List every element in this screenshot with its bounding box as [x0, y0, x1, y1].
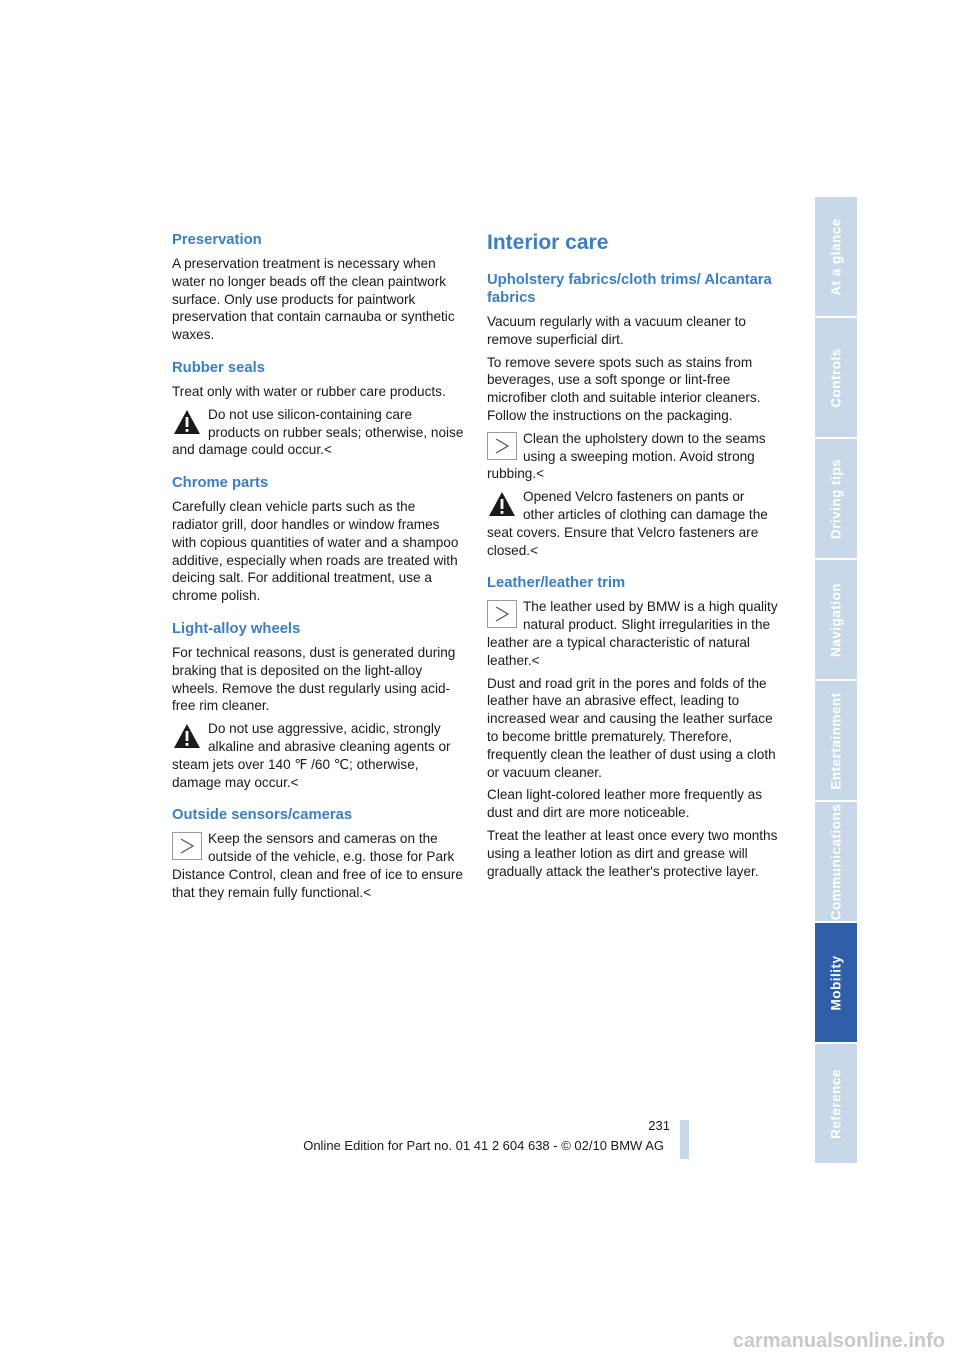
leather-text-2: Clean light-colored leather more frequently as dust and dirt are more noticeable.: [487, 787, 763, 821]
leather-note-text: The leather used by BMW is a high quality natural product. Slight irregularities in the leather are a typical characteristic of natural leather.<: [487, 599, 778, 668]
tab-navigation[interactable]: [815, 560, 857, 679]
upholstery-warning: [487, 488, 779, 559]
heading-rubber-seals: Rubber seals: [172, 359, 265, 376]
tab-label: Communications: [828, 803, 844, 920]
warning-icon: [172, 722, 202, 750]
upholstery-note-text: Clean the upholstery down to the seams using a sweeping motion. Avoid strong rubbing.<: [487, 430, 766, 482]
footer-edition: Online Edition for Part no. 01 41 2 604 638 - © 02/10 BMW AG: [303, 1138, 664, 1153]
tab-at-a-glance[interactable]: [815, 197, 857, 316]
heading-outside-sensors: Outside sensors/cameras: [172, 807, 353, 824]
heading-preservation: Preservation: [172, 232, 262, 248]
leather-note: [487, 598, 779, 669]
upholstery-text-2: To remove severe spots such as stains from beverages, use a soft sponge or lint-free microfiber cloth and suitable interior cleaners. Follow the instructions on the packaging.: [487, 354, 761, 423]
tab-driving-tips[interactable]: [815, 439, 857, 558]
leather-text-1: Dust and road grit in the pores and folds of the leather have an abrasive effect, leading to increased wear and causing the leather surface to become brittle prematurely. Therefore, frequently clean the leather of dust using a cloth or vacuum cleaner.: [487, 675, 776, 780]
heading-upholstery: Upholstery fabrics/cloth trims/ Alcantara fabrics: [487, 272, 772, 306]
tab-label: Controls: [828, 347, 844, 408]
wheels-warning-text: Do not use aggressive, acidic, strongly alkaline and abrasive cleaning agents or steam jets over 140 ℉ /60 ℃; otherwise, damage may occur.<: [172, 721, 451, 790]
wheels-warning: [172, 720, 464, 791]
tab-mobility[interactable]: [815, 923, 857, 1042]
tab-label: Driving tips: [828, 458, 844, 539]
tab-communications[interactable]: [815, 802, 857, 921]
warning-icon: [172, 408, 202, 436]
page-number-bar: [680, 1120, 689, 1159]
right-column: [487, 226, 779, 885]
heading-chrome-parts: Chrome parts: [172, 475, 269, 492]
note-arrow-icon: [487, 432, 517, 460]
upholstery-text-1: Vacuum regularly with a vacuum cleaner to remove superficial dirt.: [487, 314, 746, 347]
tab-reference[interactable]: [815, 1044, 857, 1163]
preservation-text: A preservation treatment is necessary when water no longer beads off the clean paintwork surface. Only use products for paintwork preservation that contain carnauba or synthetic waxes.: [172, 256, 455, 343]
leather-text-3: Treat the leather at least once every two months using a leather lotion as dirt and grease will gradually attack the leather's protective layer.: [487, 827, 778, 879]
left-column: [172, 226, 464, 907]
note-arrow-icon: [172, 832, 202, 860]
rubber-seals-warning: [172, 406, 464, 459]
rubber-seals-text: Treat only with water or rubber care products.: [172, 383, 446, 399]
tab-controls[interactable]: [815, 318, 857, 437]
upholstery-note: [487, 430, 779, 483]
warning-icon: [487, 490, 517, 518]
tab-label: At a glance: [828, 217, 844, 296]
heading-leather: Leather/leather trim: [487, 575, 626, 592]
chapter-tabs: [815, 197, 857, 1165]
page-number: 231: [648, 1118, 670, 1133]
tab-label: Navigation: [828, 582, 844, 657]
watermark: carmanualsonline.info: [732, 1330, 945, 1352]
heading-light-alloy-wheels: Light-alloy wheels: [172, 620, 301, 637]
wheels-text: For technical reasons, dust is generated during braking that is deposited on the light-alloy wheels. Remove the dust regularly using acid-free rim cleaner.: [172, 644, 456, 714]
chrome-parts-text: Carefully clean vehicle parts such as the radiator grill, door handles or window frames with copious quantities of water and a shampoo additive, especially when roads are treated with deicing salt. For additional treatment, use a chrome polish.: [172, 499, 459, 604]
tab-label: Entertainment: [828, 691, 844, 790]
sensors-note: [172, 830, 464, 901]
heading-interior-care: Interior care: [487, 231, 609, 254]
tab-label: Reference: [828, 1068, 844, 1139]
tab-label: Mobility: [828, 955, 844, 1010]
rubber-seals-warning-text: Do not use silicon-containing care products on rubber seals; otherwise, noise and damage could occur.<: [172, 406, 464, 458]
tab-entertainment[interactable]: [815, 681, 857, 800]
sensors-note-text: Keep the sensors and cameras on the outside of the vehicle, e.g. those for Park Distance Control, clean and free of ice to ensure that they remain fully functional.<: [172, 831, 463, 900]
note-arrow-icon: [487, 600, 517, 628]
upholstery-warning-text: Opened Velcro fasteners on pants or other articles of clothing can damage the seat covers. Ensure that Velcro fasteners are closed.<: [487, 489, 768, 558]
